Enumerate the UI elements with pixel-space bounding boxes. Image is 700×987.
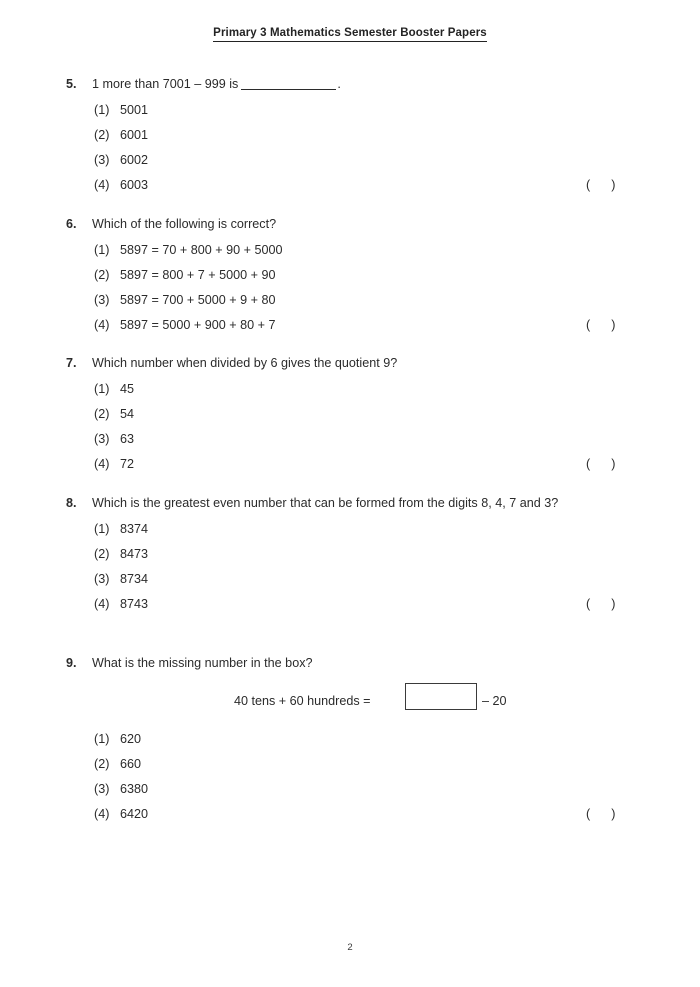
- question-9-options: [0, 727, 700, 827]
- question-6-number: 6.: [66, 217, 77, 231]
- page-title: [0, 27, 700, 42]
- option-row[interactable]: [0, 313, 700, 338]
- option-row[interactable]: [0, 777, 700, 802]
- option-text: 660: [120, 757, 142, 771]
- option-text: 6001: [120, 128, 149, 142]
- answer-bracket[interactable]: ( ): [586, 597, 616, 611]
- option-row[interactable]: [0, 123, 700, 148]
- option-row[interactable]: [0, 173, 700, 198]
- option-label: (2): [94, 128, 110, 142]
- option-row[interactable]: [0, 263, 700, 288]
- question-6-heading: [0, 214, 700, 235]
- option-label: (1): [94, 522, 110, 536]
- option-row[interactable]: [0, 727, 700, 752]
- option-text: 6003: [120, 178, 149, 192]
- question-9-equation: [0, 680, 700, 724]
- option-label: (3): [94, 153, 110, 167]
- option-label: (1): [94, 382, 110, 396]
- missing-number-box[interactable]: [405, 683, 477, 710]
- option-row[interactable]: [0, 517, 700, 542]
- question-8-number: 8.: [66, 496, 77, 510]
- question-8: [0, 493, 700, 617]
- answer-blank-line[interactable]: [241, 79, 336, 90]
- option-text: 6420: [120, 807, 149, 821]
- option-row[interactable]: [0, 98, 700, 123]
- option-label: (4): [94, 807, 110, 821]
- option-label: (1): [94, 732, 110, 746]
- option-row[interactable]: [0, 427, 700, 452]
- question-5-options: [0, 98, 700, 198]
- option-label: (4): [94, 178, 110, 192]
- question-9: [0, 653, 700, 827]
- question-8-heading: [0, 493, 700, 514]
- option-row[interactable]: [0, 567, 700, 592]
- option-text: 8743: [120, 597, 149, 611]
- option-label: (3): [94, 293, 110, 307]
- option-text: 5897 = 800 + 7 + 5000 + 90: [120, 268, 276, 282]
- question-7-text: Which number when divided by 6 gives the quotient 9?: [92, 356, 398, 370]
- equation-right-text: – 20: [482, 694, 507, 708]
- question-5: [0, 74, 700, 198]
- question-7-heading: [0, 353, 700, 374]
- option-text: 6002: [120, 153, 149, 167]
- question-6-text: Which of the following is correct?: [92, 217, 277, 231]
- option-row[interactable]: [0, 288, 700, 313]
- option-text: 5897 = 700 + 5000 + 9 + 80: [120, 293, 276, 307]
- option-text: 620: [120, 732, 142, 746]
- option-row[interactable]: [0, 592, 700, 617]
- option-label: (1): [94, 103, 110, 117]
- option-row[interactable]: [0, 802, 700, 827]
- option-text: 6380: [120, 782, 149, 796]
- question-9-heading: [0, 653, 700, 674]
- question-7-options: [0, 377, 700, 477]
- option-row[interactable]: [0, 148, 700, 173]
- option-text: 72: [120, 457, 135, 471]
- option-text: 8473: [120, 547, 149, 561]
- option-label: (2): [94, 547, 110, 561]
- option-label: (3): [94, 432, 110, 446]
- option-label: (4): [94, 457, 110, 471]
- question-9-number: 9.: [66, 656, 77, 670]
- answer-bracket[interactable]: ( ): [586, 178, 616, 192]
- option-text: 5897 = 70 + 800 + 90 + 5000: [120, 243, 283, 257]
- question-8-options: [0, 517, 700, 617]
- option-text: 5001: [120, 103, 149, 117]
- question-9-text: What is the missing number in the box?: [92, 656, 313, 670]
- option-text: 5897 = 5000 + 900 + 80 + 7: [120, 318, 276, 332]
- option-label: (1): [94, 243, 110, 257]
- option-row[interactable]: [0, 752, 700, 777]
- question-5-text: 1 more than 7001 – 999 is: [92, 77, 239, 91]
- option-label: (2): [94, 407, 110, 421]
- option-row[interactable]: [0, 402, 700, 427]
- option-label: (2): [94, 757, 110, 771]
- question-6: [0, 214, 700, 338]
- option-label: (3): [94, 572, 110, 586]
- equation-left-text: 40 tens + 60 hundreds =: [234, 694, 371, 708]
- page-title-text: Primary 3 Mathematics Semester Booster Papers: [213, 27, 487, 42]
- question-5-number: 5.: [66, 77, 77, 91]
- option-text: 8374: [120, 522, 149, 536]
- question-5-text-tail: .: [337, 77, 341, 91]
- question-7: [0, 353, 700, 477]
- option-label: (3): [94, 782, 110, 796]
- answer-bracket[interactable]: ( ): [586, 457, 616, 471]
- option-row[interactable]: [0, 377, 700, 402]
- option-text: 54: [120, 407, 135, 421]
- question-7-number: 7.: [66, 356, 77, 370]
- option-text: 45: [120, 382, 135, 396]
- option-row[interactable]: [0, 238, 700, 263]
- answer-bracket[interactable]: ( ): [586, 807, 616, 821]
- option-label: (2): [94, 268, 110, 282]
- answer-bracket[interactable]: ( ): [586, 318, 616, 332]
- question-5-heading: [0, 74, 700, 95]
- option-text: 8734: [120, 572, 149, 586]
- question-8-text: Which is the greatest even number that can be formed from the digits 8, 4, 7 and 3?: [92, 496, 559, 510]
- option-row[interactable]: [0, 542, 700, 567]
- page-number: 2: [347, 942, 353, 953]
- option-text: 63: [120, 432, 135, 446]
- question-6-options: [0, 238, 700, 338]
- option-label: (4): [94, 318, 110, 332]
- option-row[interactable]: [0, 452, 700, 477]
- option-label: (4): [94, 597, 110, 611]
